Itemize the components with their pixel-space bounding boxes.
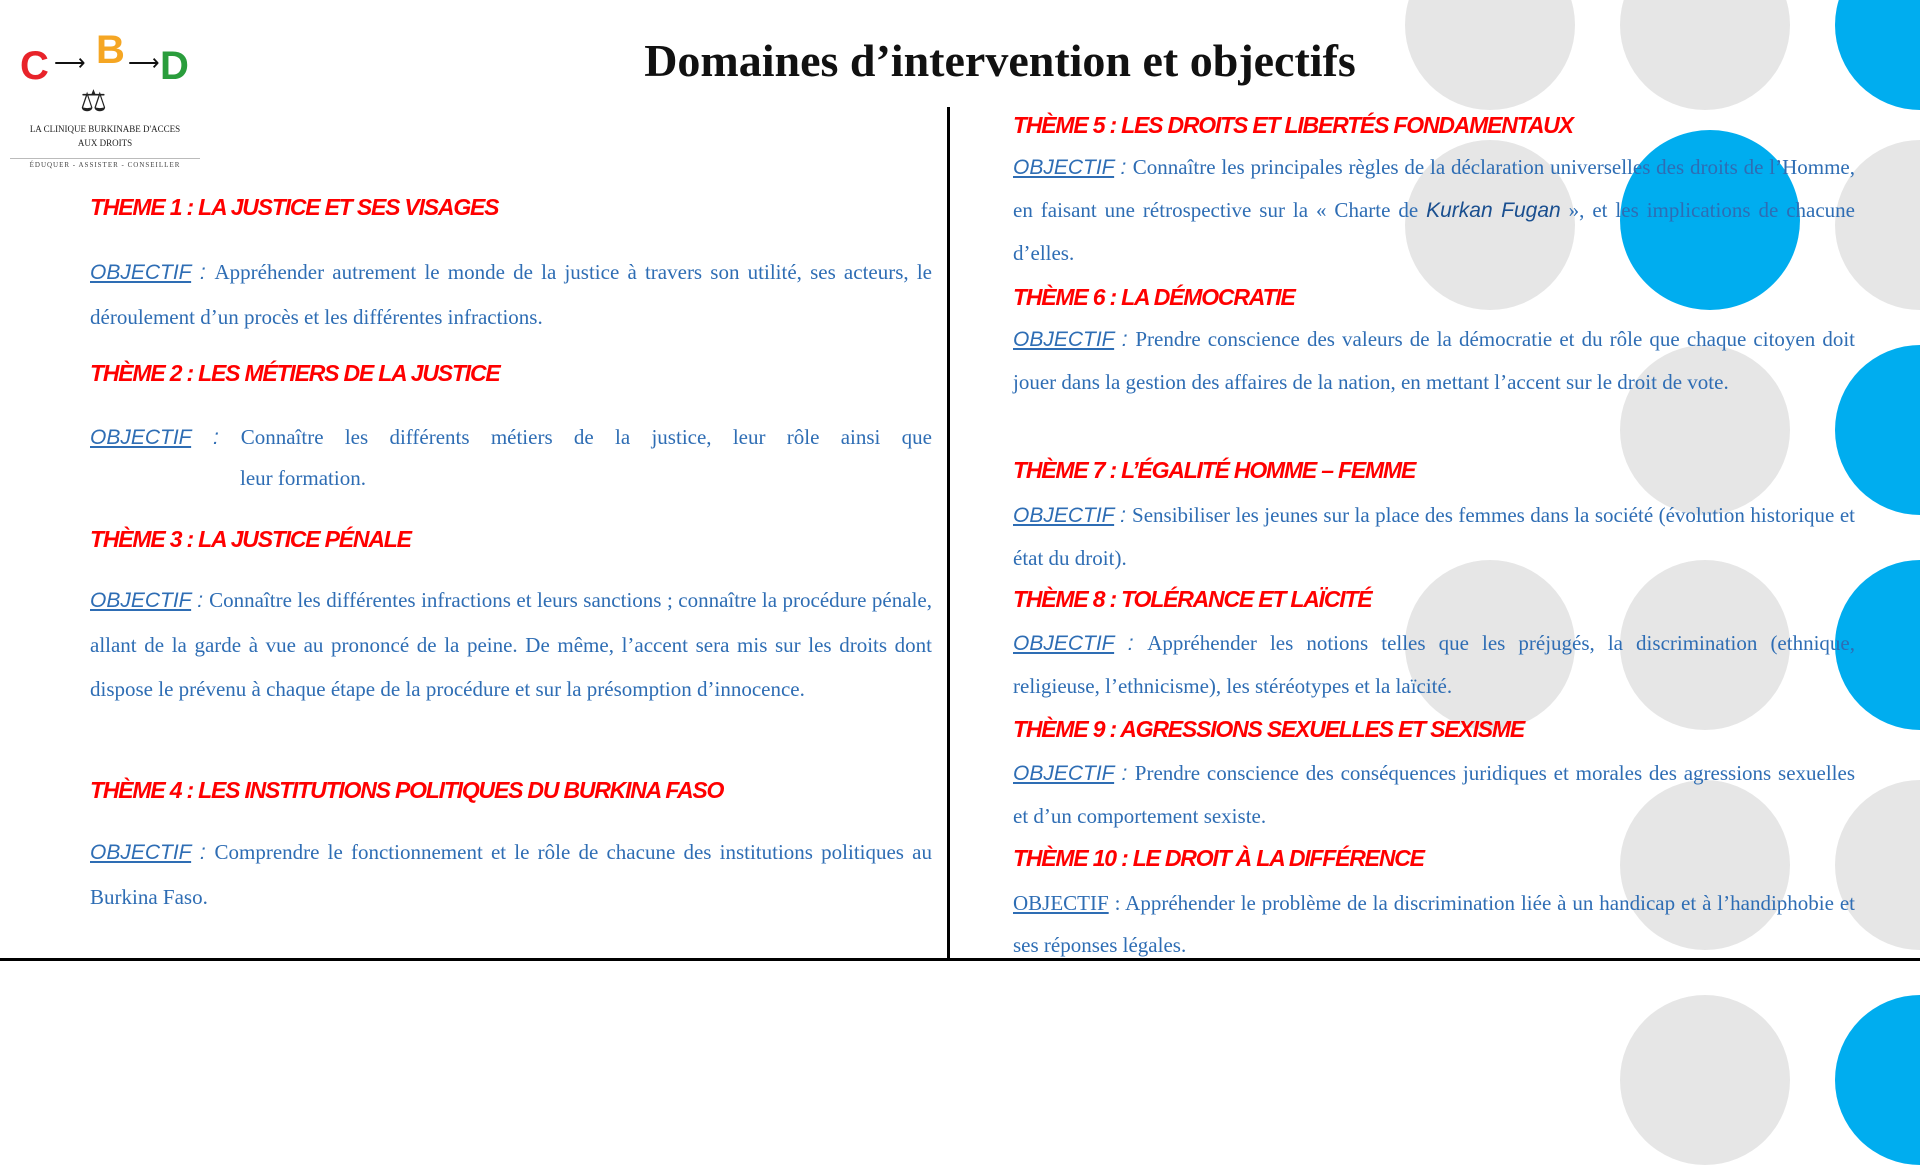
objective-label: OBJECTIF bbox=[1013, 504, 1115, 527]
theme-8-heading: THÈME 8 : TOLÉRANCE ET LAÏCITÉ bbox=[1013, 586, 1372, 612]
theme-8-objective: OBJECTIF : Appréhender les notions telles que les préjugés, la discrimination (ethnique, religieuse, l’ethnicisme), les stéréotypes et la laïcité. bbox=[1013, 631, 1855, 698]
theme-10-heading: THÈME 10 : LE DROIT À LA DIFFÉRENCE bbox=[1013, 845, 1424, 871]
arrow-icon: ⟶ bbox=[128, 50, 160, 75]
objective-emphasis: Kurkan Fugan bbox=[1426, 199, 1561, 222]
decor-circle bbox=[1620, 995, 1790, 1165]
objective-text: Prendre conscience des valeurs de la démocratie et du rôle que chaque citoyen doit jouer dans la gestion des affaires de la nation, en mettant l’accent sur le droit de vote. bbox=[1013, 327, 1855, 394]
objective-text: Connaître les différentes infractions et leurs sanctions ; connaître la procédure pénale, allant de la garde à vue au prononcé de la peine. De même, l’accent sera mis sur les droits dont dispose le prévenu à chaque étape de la procédure et sur la présomption d’innocence. bbox=[90, 588, 932, 701]
objective-label: OBJECTIF bbox=[1013, 762, 1115, 785]
theme-9-objective: OBJECTIF : Prendre conscience des conséquences juridiques et morales des agressions sexuelles et d’un comportement sexiste. bbox=[1013, 761, 1856, 828]
objective-label: OBJECTIF bbox=[1013, 328, 1115, 351]
logo-letter-b: B bbox=[96, 28, 125, 72]
logo-name-line2: AUX DROITS bbox=[77, 138, 133, 148]
logo-name bbox=[10, 122, 200, 150]
theme-10-objective: OBJECTIF : Appréhender le problème de la discrimination liée à un handicap et à l’handiphobie et ses réponses légales. bbox=[1013, 891, 1855, 957]
logo-letter-d: D bbox=[160, 44, 189, 88]
objective-label: OBJECTIF bbox=[1013, 632, 1115, 655]
theme-6-objective: OBJECTIF : Prendre conscience des valeurs de la démocratie et du rôle que chaque citoyen doit jouer dans la gestion des affaires de la nation, en mettant l’accent sur le droit de vote. bbox=[1013, 327, 1855, 394]
theme-9-heading: THÈME 9 : AGRESSIONS SEXUELLES ET SEXISME bbox=[1013, 716, 1524, 742]
page-title bbox=[0, 34, 1920, 87]
objective-text: Prendre conscience des conséquences juridiques et morales des agressions sexuelles et d’un comportement sexiste. bbox=[1013, 761, 1856, 828]
scale-of-justice-icon: ⚖ bbox=[80, 84, 107, 119]
objective-label: OBJECTIF bbox=[90, 589, 192, 612]
logo-letter-c: C bbox=[20, 44, 49, 88]
theme-7-objective: OBJECTIF : Sensibiliser les jeunes sur la place des femmes dans la société (évolution historique et état du droit). bbox=[1013, 503, 1855, 570]
column-divider bbox=[947, 107, 950, 960]
theme-5-heading: THÈME 5 : LES DROITS ET LIBERTÉS FONDAMENTAUX bbox=[1013, 112, 1573, 138]
theme-1-heading: THEME 1 : LA JUSTICE ET SES VISAGES bbox=[90, 194, 499, 220]
theme-4-heading: THÈME 4 : LES INSTITUTIONS POLITIQUES DU BURKINA FASO bbox=[90, 777, 724, 803]
objective-label: OBJECTIF bbox=[1013, 891, 1109, 915]
theme-3-heading: THÈME 3 : LA JUSTICE PÉNALE bbox=[90, 526, 411, 552]
objective-text: Appréhender le problème de la discrimination liée à un handicap et à l’handiphobie et ses réponses légales. bbox=[1013, 891, 1855, 957]
decor-circle bbox=[1835, 995, 1920, 1165]
objective-label: OBJECTIF bbox=[90, 426, 192, 449]
objective-label: OBJECTIF bbox=[90, 261, 192, 284]
objective-text: Comprendre le fonctionnement et le rôle de chacune des institutions politiques au Burkina Faso. bbox=[90, 840, 932, 909]
objective-text: Connaître les différents métiers de la justice, leur rôle ainsi que bbox=[240, 425, 932, 449]
objective-text: Sensibiliser les jeunes sur la place des femmes dans la société (évolution historique et état du droit). bbox=[1013, 503, 1855, 570]
objective-text: Appréhender autrement le monde de la justice à travers son utilité, ses acteurs, le déroulement d’un procès et les différentes infractions. bbox=[90, 260, 932, 329]
objective-text-continued: leur formation. bbox=[240, 466, 366, 490]
objective-label: OBJECTIF bbox=[90, 841, 192, 864]
theme-7-heading: THÈME 7 : L’ÉGALITÉ HOMME – FEMME bbox=[1013, 457, 1416, 483]
theme-2-objective: OBJECTIF : Connaître les différents métiers de la justice, leur rôle ainsi que leur formation. bbox=[90, 415, 932, 500]
theme-1-objective: OBJECTIF : Appréhender autrement le monde de la justice à travers son utilité, ses acteurs, le déroulement d’un procès et les différentes infractions. bbox=[90, 260, 932, 329]
objective-text: Appréhender les notions telles que les préjugés, la discrimination (ethnique, religieuse, l’ethnicisme), les stéréotypes et la laïcité. bbox=[1013, 631, 1855, 698]
objective-label: OBJECTIF bbox=[1013, 156, 1115, 179]
theme-6-heading: THÈME 6 : LA DÉMOCRATIE bbox=[1013, 284, 1295, 310]
logo-name-line1: LA CLINIQUE BURKINABE D'ACCES bbox=[29, 124, 181, 134]
theme-3-objective: OBJECTIF : Connaître les différentes infractions et leurs sanctions ; connaître la procédure pénale, allant de la garde à vue au prononcé de la peine. De même, l’accent sera mis sur les droits dont dispose le prévenu à chaque étape de la procédure et sur la présomption d’innocence. bbox=[90, 588, 932, 701]
theme-2-heading: THÈME 2 : LES MÉTIERS DE LA JUSTICE bbox=[90, 360, 500, 386]
theme-4-objective: OBJECTIF : Comprendre le fonctionnement et le rôle de chacune des institutions politiques au Burkina Faso. bbox=[90, 840, 932, 909]
objective-text: Connaître les principales règles de la déclaration universelles des droits de l’Homme, en faisant une rétrospective sur la « Charte de bbox=[1013, 155, 1855, 222]
page-title-text: Domaines d’intervention et objectifs bbox=[644, 35, 1356, 86]
logo-tagline: ÉDUQUER - ASSISTER - CONSEILLER bbox=[10, 158, 200, 169]
arrow-icon: ⟶ bbox=[54, 50, 86, 75]
objective-text-end: », et les implications de chacune d’elles. bbox=[1013, 198, 1855, 265]
theme-5-objective: OBJECTIF : Connaître les principales règles de la déclaration universelles des droits de l’Homme, en faisant une rétrospective sur la « Charte de Kurkan Fugan », et les implications de chacune d’elles. bbox=[1013, 155, 1855, 265]
